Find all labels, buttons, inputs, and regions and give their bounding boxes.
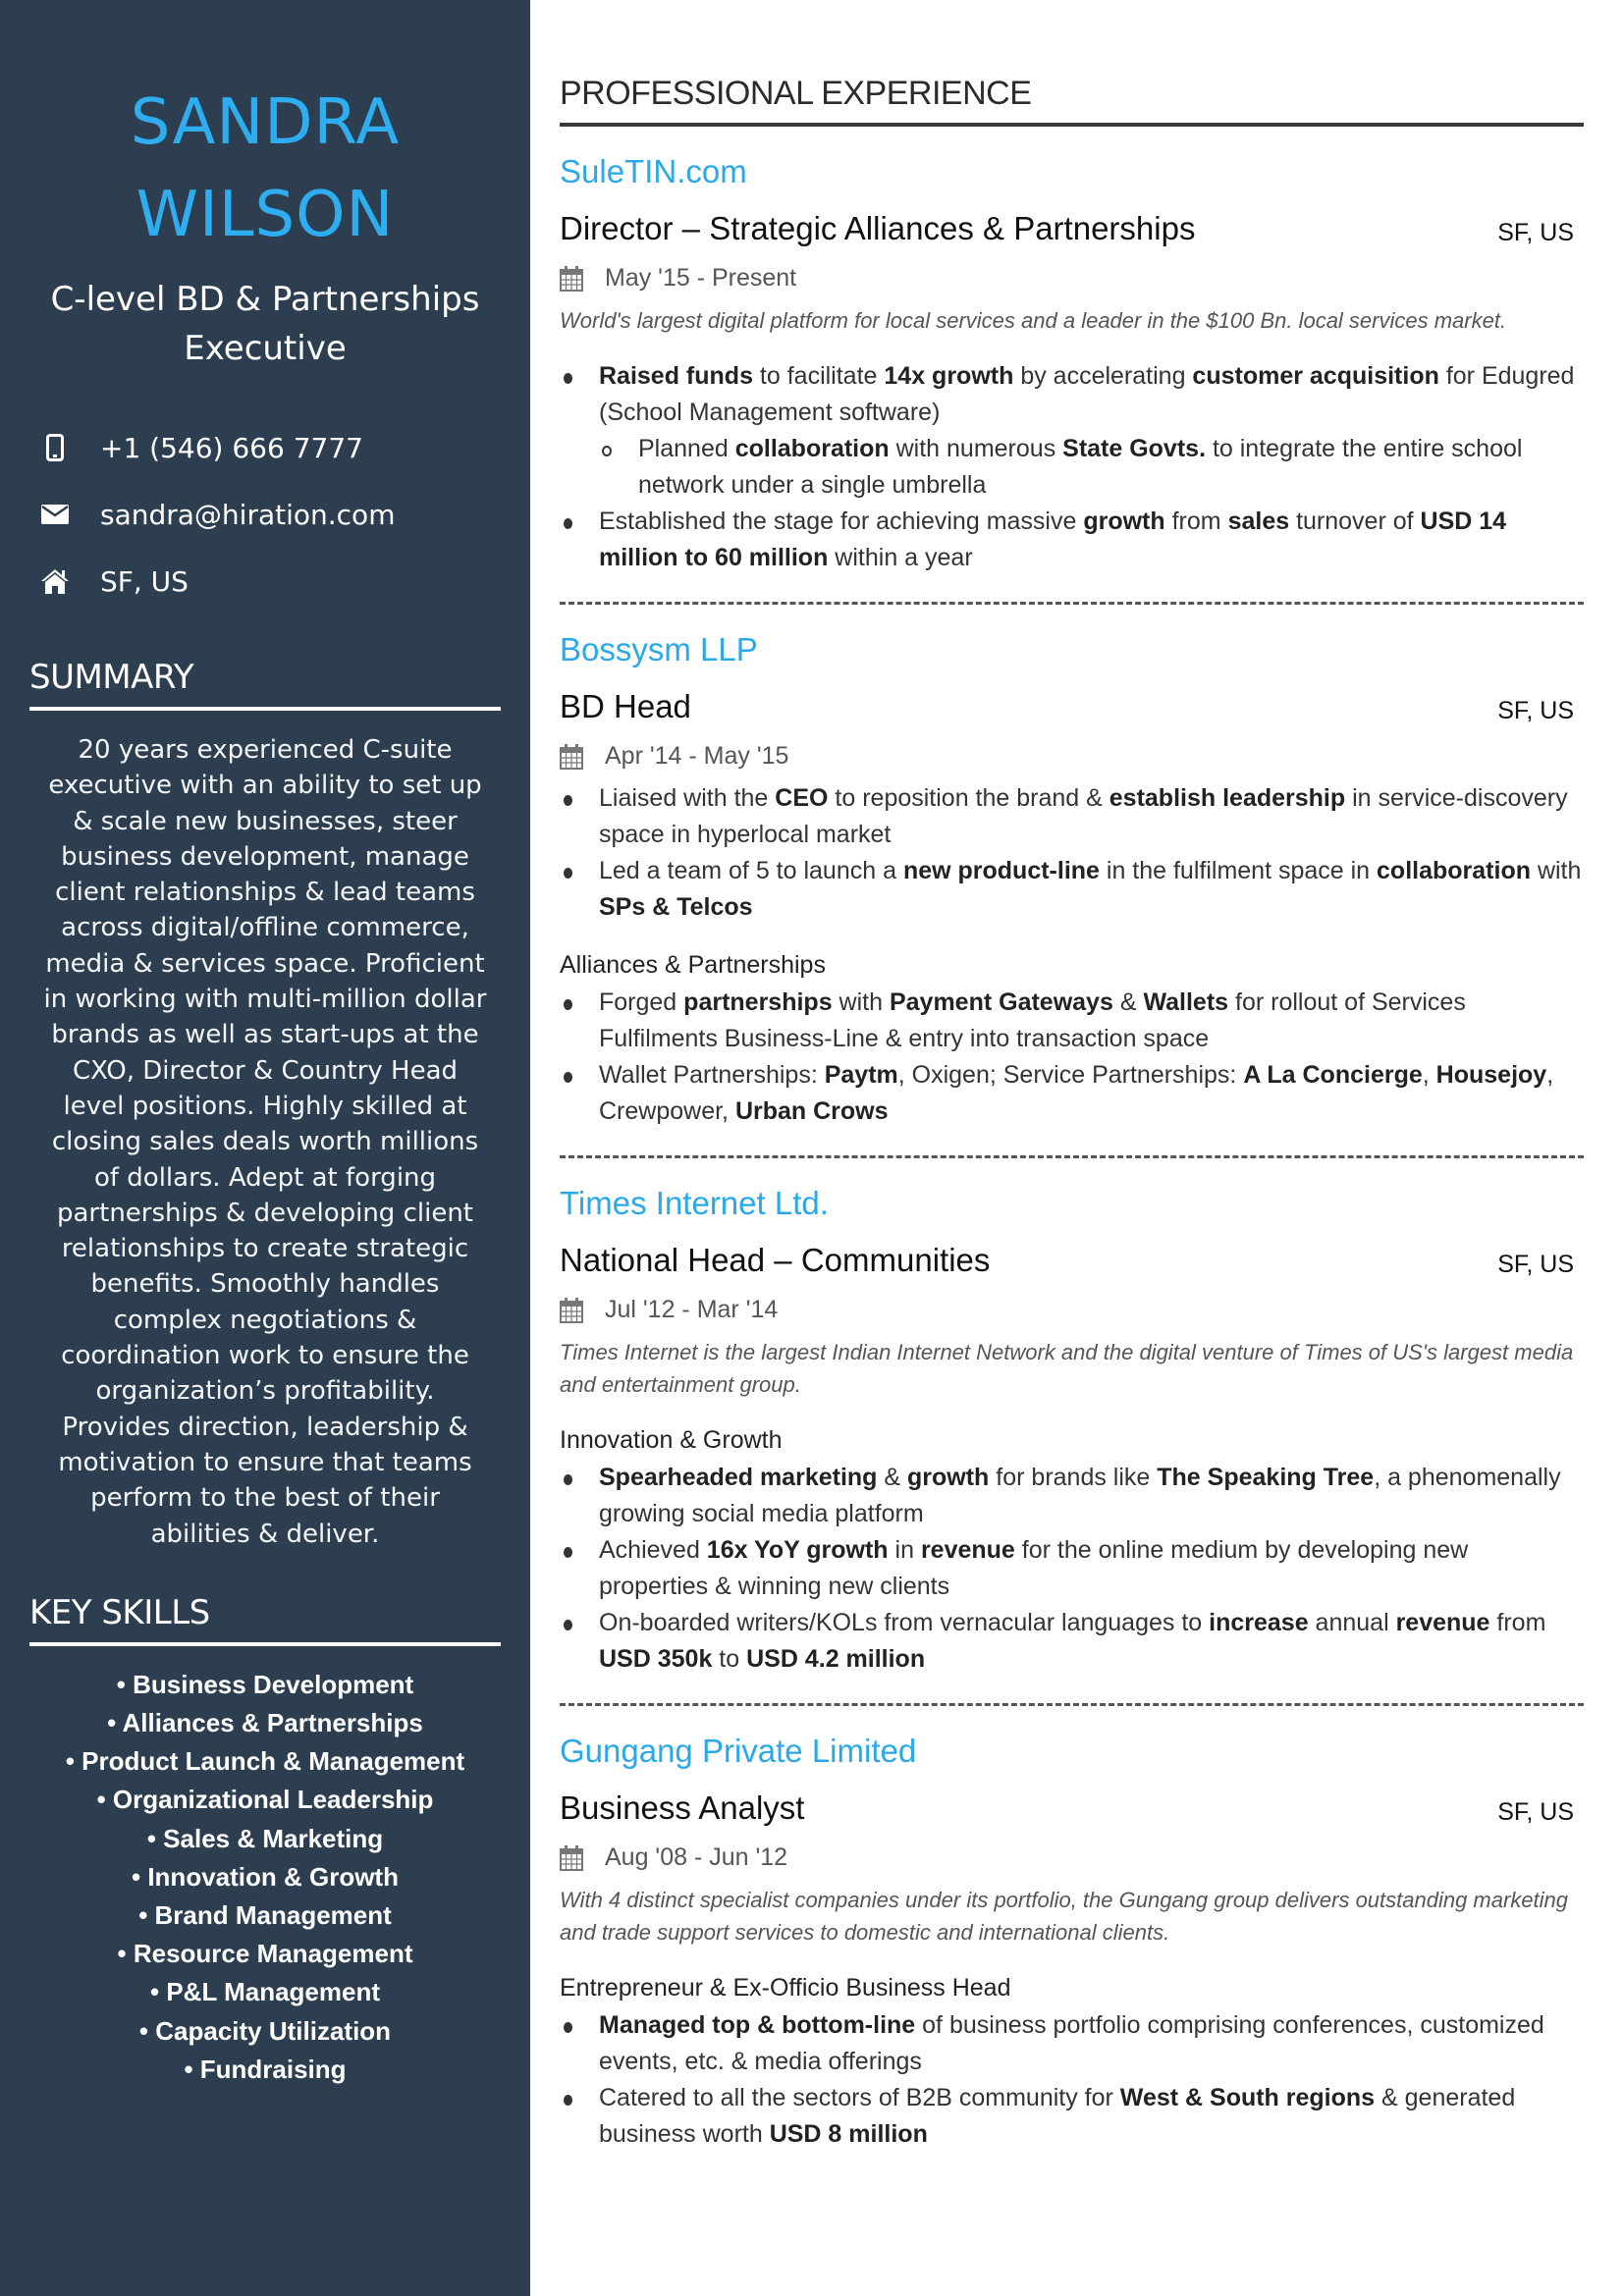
bold-text: USD 14 million to 60 million: [599, 507, 1507, 571]
bold-text: sales: [1227, 507, 1290, 535]
skill-item: • Innovation & Growth: [132, 1861, 399, 1892]
skill-item: • Resource Management: [117, 1939, 413, 1969]
bold-text: 16x YoY growth: [706, 1536, 889, 1564]
bold-text: revenue: [1395, 1609, 1490, 1636]
bold-text: Raised funds: [599, 362, 753, 390]
job-title: Director – Strategic Alliances & Partnerships: [560, 210, 1196, 246]
company-name: Times Internet Ltd.: [560, 1185, 829, 1221]
date-range: Jul '12 - Mar '14: [605, 1296, 779, 1323]
company-name: Gungang Private Limited: [560, 1733, 917, 1769]
bold-text: Spearheaded marketing: [599, 1464, 878, 1491]
main-content: [560, 0, 1584, 2153]
bullet-item: [560, 1057, 1584, 1130]
skill-item: • Product Launch & Management: [65, 1746, 465, 1777]
bold-text: West & South regions: [1119, 2084, 1376, 2111]
text: annual: [1308, 1609, 1396, 1636]
text: Planned: [638, 435, 735, 462]
job-title: Business Analyst: [560, 1789, 805, 1826]
date-range: Apr '14 - May '15: [605, 742, 789, 770]
text: with: [832, 988, 890, 1016]
text: On-boarded writers/KOLs from vernacular languages to: [599, 1609, 1210, 1636]
bold-text: revenue: [920, 1536, 1015, 1564]
bullet-item: [560, 780, 1584, 853]
dashed-divider: [560, 602, 1584, 605]
bullet-list: [560, 2007, 1584, 2153]
date-range: Aug '08 - Jun '12: [605, 1843, 788, 1871]
bullet-item: [560, 1605, 1584, 1678]
role-row: [560, 1239, 1584, 1282]
job-location: SF, US: [1497, 219, 1574, 246]
job-title: BD Head: [560, 688, 691, 724]
bold-text: State Govts.: [1062, 435, 1207, 462]
subsection-title: Innovation & Growth: [560, 1426, 783, 1454]
dashed-divider: [560, 1703, 1584, 1706]
bullet-item: [560, 1532, 1584, 1605]
bold-text: CEO: [775, 784, 829, 812]
envelope-icon: [39, 499, 71, 530]
calendar-icon: [560, 744, 583, 770]
bold-text: USD 4.2 million: [746, 1645, 926, 1673]
bold-text: USD 8 million: [769, 2120, 928, 2148]
contact-phone: [0, 414, 530, 481]
bullet-list: [560, 780, 1584, 926]
job-dates: [560, 1296, 1584, 1324]
bold-text: The Speaking Tree: [1157, 1464, 1375, 1491]
job-dates: [560, 742, 1584, 771]
bold-text: new product-line: [902, 857, 1100, 884]
bold-text: partnerships: [683, 988, 833, 1016]
summary-heading: SUMMARY: [29, 658, 501, 711]
job-entry: [560, 1730, 1584, 2153]
text: to facilitate: [752, 362, 885, 390]
sub-bullet-item: [560, 431, 1584, 504]
bullet-item: [560, 985, 1584, 1057]
company-name: Bossysm LLP: [560, 631, 758, 667]
bold-text: A La Concierge: [1243, 1061, 1423, 1089]
text: to reposition the brand &: [828, 784, 1109, 812]
bold-text: growth: [907, 1464, 990, 1491]
text: Wallet Partnerships:: [599, 1061, 825, 1089]
skill-item: • Business Development: [116, 1669, 414, 1699]
skill-item: • Sales & Marketing: [146, 1823, 384, 1853]
job-location: SF, US: [1497, 697, 1574, 724]
bold-text: Payment Gateways: [889, 988, 1113, 1016]
job-list: [560, 150, 1584, 2153]
text: in service-discovery space in hyperlocal market: [599, 784, 1568, 848]
first-name: SANDRA: [130, 86, 401, 159]
job-entry: [560, 628, 1584, 1158]
bold-text: Urban Crows: [734, 1097, 889, 1125]
bold-text: growth: [1083, 507, 1165, 535]
skill-item: • Alliances & Partnerships: [107, 1708, 423, 1738]
subsection-title: Entrepreneur & Ex-Officio Business Head: [560, 1974, 1011, 2002]
job-location: SF, US: [1497, 1251, 1574, 1278]
bullet-item: [560, 853, 1584, 926]
job-dates: [560, 1843, 1584, 1872]
subsection-title: Alliances & Partnerships: [560, 951, 826, 979]
text: Achieved: [599, 1536, 707, 1564]
text: for the online medium by developing new properties & winning new clients: [599, 1536, 1469, 1600]
job-entry: [560, 150, 1584, 605]
text: to integrate the entire school network under a single umbrella: [638, 435, 1523, 499]
text: within a year: [828, 544, 973, 571]
calendar-icon: [560, 1845, 583, 1871]
text: , a phenomenally growing social media platform: [599, 1464, 1561, 1527]
skill-item: • P&L Management: [150, 1977, 380, 2007]
contact-location: [0, 548, 530, 614]
dashed-divider: [560, 1155, 1584, 1158]
text: in the fulfilment space in: [1099, 857, 1378, 884]
company-description: With 4 distinct specialist companies under its portfolio, the Gungang group delivers outstanding marketing and trade support services to domestic and international clients.: [560, 1888, 1569, 1945]
bullet-item: [560, 2007, 1584, 2080]
bullet-list: [560, 985, 1584, 1130]
text: , Crewpower,: [599, 1061, 1554, 1125]
text: & generated business worth: [599, 2084, 1516, 2148]
contact-list: [0, 414, 530, 614]
bullet-item: [560, 1460, 1584, 1532]
bold-text: customer acquisition: [1192, 362, 1439, 390]
headline: [0, 275, 530, 373]
bold-text: increase: [1209, 1609, 1309, 1636]
bullet-item: [560, 504, 1584, 576]
sidebar: [0, 0, 530, 2296]
calendar-icon: [560, 266, 583, 292]
bullet-list: [560, 1460, 1584, 1678]
skills-heading: KEY SKILLS: [29, 1593, 501, 1646]
bold-text: SPs & Telcos: [599, 893, 753, 921]
last-name: WILSON: [135, 179, 395, 251]
text: for Edugred (School Management software): [599, 362, 1575, 426]
text: ,: [1422, 1061, 1436, 1089]
text: with: [1531, 857, 1582, 884]
text: Established the stage for achieving massive: [599, 507, 1084, 535]
role-row: [560, 685, 1584, 728]
summary-text: 20 years experienced C-suite executive with an ability to set up & scale new businesses, steer business development, manage client relationships & lead teams across digital/offline commerce, media & services space. Proficient in working with multi-million dollar brands as well as start-ups at the CXO, Director & Country Head level positions. Highly skilled at closing sales deals worth millions of dollars. Adept at forging partnerships & developing client relationships to create strategic benefits. Smoothly handles complex negotiations & coordination work to ensure the organization’s profitability. Provides direction, leadership & motivation to ensure that teams perform to the best of their abilities & deliver.: [43, 735, 487, 1549]
bold-text: establish leadership: [1109, 784, 1346, 812]
text: with numerous: [889, 435, 1063, 462]
text: &: [1112, 988, 1144, 1016]
company-name: SuleTIN.com: [560, 153, 747, 189]
text: from: [1489, 1609, 1546, 1636]
location-text: SF, US: [100, 564, 189, 598]
experience-heading: PROFESSIONAL EXPERIENCE: [560, 75, 1584, 127]
mobile-phone-icon: [39, 432, 71, 463]
job-title: National Head – Communities: [560, 1242, 991, 1278]
phone-number[interactable]: +1 (546) 666 7777: [100, 431, 363, 464]
role-row: [560, 1787, 1584, 1830]
headline-line-1: C-level BD & Partnerships: [50, 280, 480, 319]
bold-text: Wallets: [1143, 988, 1229, 1016]
home-icon: [39, 565, 71, 597]
text: for brands like: [989, 1464, 1158, 1491]
text: by accelerating: [1013, 362, 1193, 390]
text: , Oxigen; Service Partnerships:: [897, 1061, 1244, 1089]
bold-text: collaboration: [1377, 857, 1531, 884]
bullet-list: [560, 358, 1584, 576]
bold-text: USD 350k: [599, 1645, 713, 1673]
bold-text: Paytm: [824, 1061, 898, 1089]
text: in: [888, 1536, 921, 1564]
skill-item: • Capacity Utilization: [138, 2015, 392, 2046]
headline-line-2: Executive: [184, 329, 347, 368]
text: turnover of: [1289, 507, 1421, 535]
company-description: World's largest digital platform for local services and a leader in the $100 Bn. local services market.: [560, 308, 1507, 333]
text: to: [712, 1645, 747, 1673]
text: from: [1164, 507, 1228, 535]
bullet-item: [560, 2080, 1584, 2153]
skills-list: [0, 1646, 530, 2089]
job-entry: [560, 1182, 1584, 1706]
bold-text: Managed top & bottom-line: [599, 2011, 916, 2039]
email-address[interactable]: sandra@hiration.com: [100, 498, 396, 531]
calendar-icon: [560, 1298, 583, 1323]
text: for rollout of Services Fulfilments Business-Line & entry into transaction space: [599, 988, 1466, 1052]
job-dates: [560, 264, 1584, 293]
text: &: [877, 1464, 908, 1491]
text: of business portfolio comprising conferences, customized events, etc. & media offerings: [599, 2011, 1544, 2075]
bullet-item: [560, 358, 1584, 431]
role-row: [560, 207, 1584, 250]
bold-text: Housejoy: [1435, 1061, 1547, 1089]
text: Led a team of 5 to launch a: [599, 857, 903, 884]
company-description: Times Internet is the largest Indian Internet Network and the digital venture of Times of US's largest media and entertainment group.: [560, 1340, 1574, 1397]
job-location: SF, US: [1497, 1798, 1574, 1826]
text: Forged: [599, 988, 684, 1016]
skill-item: • Brand Management: [138, 1900, 392, 1931]
contact-email: [0, 481, 530, 548]
text: Catered to all the sectors of B2B community for: [599, 2084, 1120, 2111]
skill-item: • Organizational Leadership: [96, 1785, 434, 1815]
date-range: May '15 - Present: [605, 264, 797, 292]
candidate-name: [0, 77, 530, 261]
skill-item: • Fundraising: [184, 2054, 347, 2084]
text: Liaised with the: [599, 784, 776, 812]
bold-text: collaboration: [734, 435, 890, 462]
bold-text: 14x growth: [884, 362, 1014, 390]
